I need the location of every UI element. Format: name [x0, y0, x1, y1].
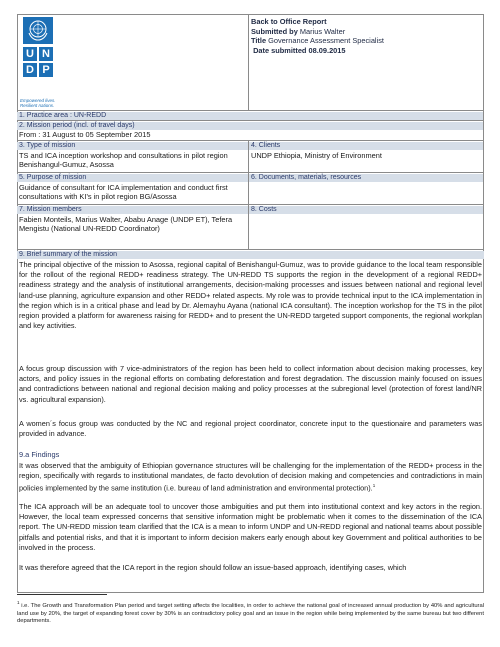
tagline-line-2: Resilient nations. [20, 103, 55, 108]
type-of-mission-label: 3. Type of mission [17, 142, 248, 150]
title-line [251, 36, 384, 46]
footnote-number: 1 [17, 600, 20, 605]
purpose-value: Guidance of consultant for ICA implementation and conduct first consultations with KI’s in pilot region BG/Asossa [19, 183, 228, 202]
mission-period-value: From : 31 August to 05 September 2015 [19, 130, 151, 139]
findings-paragraph-1-text: It was observed that the ambiguity of Ethiopian governance structures will be challenging for the implementation of the REDD+ process in the region, specifically with regards to institutional mandates, de facto devolution of decision making and competencies and contradictions in main policies implemented by the same institution (i.e. bureau of land administration and environmental protection). [19, 461, 482, 493]
purpose-documents-row [17, 173, 484, 205]
brief-paragraph-3: A women´s focus group was conducted by the NC and regional project coordinator, concrete input to the questionaire and parameters was provided in advance. [19, 419, 482, 439]
practice-area-row [17, 111, 484, 121]
report-title: Back to Office Report [251, 17, 327, 26]
footnote-ref: 1 [372, 483, 376, 489]
date-label: Date submitted [253, 45, 307, 55]
type-of-mission-value: TS and ICA inception workshop and consultations in pilot region Benishangul-Gumuz, Asossa [19, 151, 228, 170]
brief-paragraph-1: The principal objective of the mission to Asossa, regional capital of Benishangul-Gumuz, was to provide guidance to the local team responsible for the rollout of the regional REDD+ readiness strategy. The UN-REDD TS supports the region in the development of a regional REDD+ readiness strategy and the analysis of institutional arrangements, decision-making processes and issues between national and regional level land-use planning, agriculture expansion and other REDD+ related aspects. My role was to provide technical input to the ICA implementation in the region which is in a critical phase and lead by Dr. Alemayhu Ayana (national ICA consultant). The inception workshop for the TS in the pilot region provided a platform for awareness raising for REDD+ and to present the UN-REDD targeted support components, the regional workplan and key activities. [19, 260, 482, 331]
footnote-rule [17, 594, 107, 595]
report-info [251, 17, 384, 55]
footnote [17, 599, 484, 626]
submitted-by-line [251, 27, 384, 37]
footnote-text: i.e. The Growth and Transformation Plan period and target setting affects the localities, in order to achieve the national goal of increased annual production by 40% and agricultural land use by 20%, the target of expanding forest cover by 30% is an contradictory policy goal and an issue in the region while being implemented by the same bureau but two different departments. [17, 602, 484, 625]
logo-letter-n: N [39, 47, 53, 61]
practice-area-label: 1. Practice area : UN-REDD [17, 112, 483, 120]
costs-label: 8. Costs [249, 206, 483, 214]
documents-label: 6. Documents, materials, resources [249, 174, 483, 182]
title-value: Governance Assessment Specialist [268, 36, 384, 46]
un-emblem-icon [23, 17, 53, 44]
report-header [17, 14, 484, 111]
brief-paragraph-2: A focus group discussion with 7 vice-administrators of the region has been held to collect information about decision making processes, key actors, and policy issues in the regional efforts on combating deforestation and forest degradation. The discussion mainly focused on issues and contradictions between national and regional decision making and policy processes at the subregional level (protection of forest land/NR vs. agricultural expansion). [19, 364, 482, 404]
submitted-by-label: Submitted by [251, 26, 298, 36]
type-clients-row [17, 141, 484, 173]
undp-tagline [20, 98, 56, 108]
title-label: Title [251, 36, 267, 46]
undp-logo [23, 17, 53, 97]
findings-paragraph-1 [19, 461, 482, 494]
clients-value: UNDP Ethiopia, Ministry of Environment [251, 151, 382, 160]
members-label: 7. Mission members [17, 206, 248, 214]
mission-period-label: 2. Mission period (incl. of travel days) [17, 122, 483, 130]
brief-summary-label: 9. Brief summary of the mission [17, 251, 484, 259]
tagline-line-1: Empowered lives. [20, 98, 56, 103]
date-value: 08.09.2015 [308, 45, 346, 55]
logo-letter-d: D [23, 63, 37, 77]
members-costs-row [17, 205, 484, 250]
clients-label: 4. Clients [249, 142, 483, 150]
findings-paragraph-3: It was therefore agreed that the ICA report in the region should follow an issue-based approach, identifying cases, which [19, 563, 407, 572]
mission-period-row [17, 121, 484, 141]
logo-letter-u: U [23, 47, 37, 61]
submitted-by-value: Marius Walter [299, 26, 346, 36]
members-value: Fabien Monteils, Marius Walter, Ababu Anage (UNDP ET), Tefera Mengistu (National UN-REDD Coordinator) [19, 215, 233, 234]
purpose-label: 5. Purpose of mission [17, 174, 248, 182]
logo-letter-p: P [39, 63, 53, 77]
date-line [251, 46, 384, 56]
header-divider [248, 14, 249, 110]
findings-paragraph-2: The ICA approach will be an adequate tool to uncover those ambiguities and put them into institutional context and key actors in the region. However, the local team expressed concerns that sensitive information might be problematic when it comes to the dissemination of the ICA report. The UN-REDD mission team clarified that the ICA is a mean to inform UNDP and UN-REDD regional and national teams about possible pitfalls and potential risks, and that it is important to inform decision makers early enough about key Government and political authorities to be involved in the process. [19, 502, 482, 552]
findings-title: 9.a Findings [19, 450, 60, 459]
